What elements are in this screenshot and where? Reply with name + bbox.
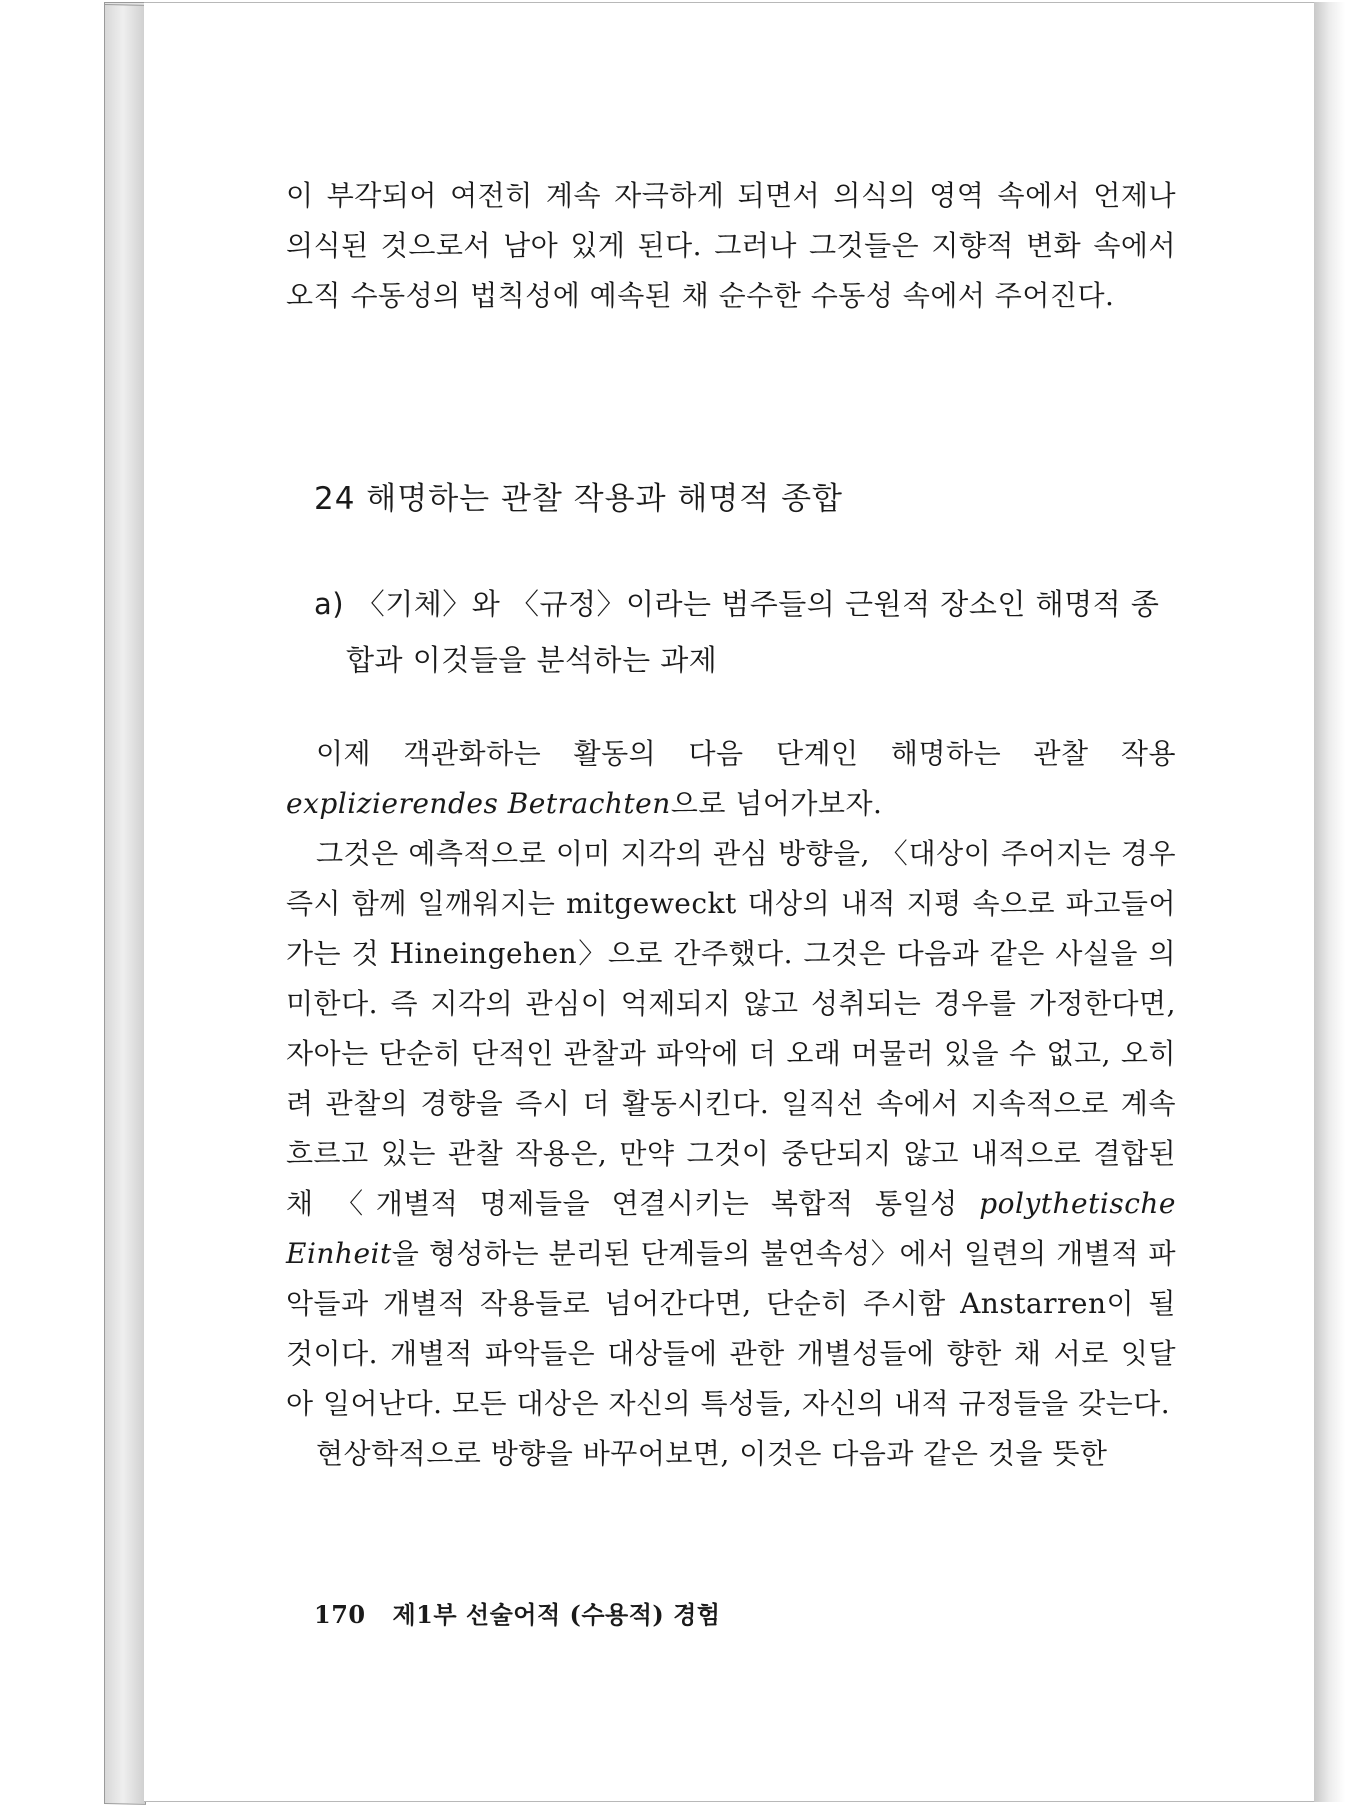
para1-text-start: 이제 객관화하는 활동의 다음 단계인 해명하는 관찰 작용 [316,737,1176,770]
para2-foreign-term: polythetische Einheit [286,1187,1176,1270]
body-paragraph-1 [286,729,1176,829]
book-page [144,2,1314,1802]
para2-text-start: 그것은 예측적으로 이미 지각의 관심 방향을, 〈대상이 주어지는 경우 즉시 함께 일깨워지는 mitgeweckt 대상의 내적 지평 속으로 파고들어가는 것 Hineingehen〉으로 간주했다. 그것은 다음과 같은 사실을 의미한다. 즉 지각의 관심이 억제되지 않고 성취되는 경우를 가정한다면, 자아는 단순히 단적인 관찰과 파악에 더 오래 머물러 있을 수 없고, 오히려 관찰의 경향을 즉시 더 활동시킨다. 일직선 속에서 지속적으로 계속 흐르고 있는 관찰 작용은, 만약 그것이 중단되지 않고 내적으로 결합된 채 〈개별적 명제들을 연결시키는 복합적 통일성 [286,837,1176,1220]
body-paragraph-3: 현상학적으로 방향을 바꾸어보면, 이것은 다음과 같은 것을 뜻한 [316,1437,1108,1470]
subsection-title-line1: 〈기체〉와 〈규정〉이라는 범주들의 근원적 장소인 해명적 종 [355,587,1160,621]
subsection-heading [314,576,1176,688]
body-paragraph-2 [286,829,1176,1429]
top-paragraph: 이 부각되어 여전히 계속 자극하게 되면서 의식의 영역 속에서 언제나 의식된 것으로서 남아 있게 된다. 그러나 그것들은 지향적 변화 속에서 오직 수동성의 법칙성에 예속된 채 순수한 수동성 속에서 주어진다. [286,179,1176,312]
body-text-block [286,729,1176,1479]
subsection-label: a) [314,587,345,621]
page-number: 170 [314,1600,366,1629]
book-spine-edge [104,4,146,1805]
top-paragraph-block [286,171,1176,321]
running-title: 제1부 선술어적 (수용적) 경험 [392,1600,721,1629]
subsection-title-line2: 합과 이것들을 분석하는 과제 [346,643,718,677]
page-edge-shadow [1314,2,1345,1802]
para1-foreign-term: explizierendes Betrachten [286,787,671,820]
page-footer [314,1595,720,1630]
para2-text-end: 을 형성하는 분리된 단계들의 불연속성〉에서 일련의 개별적 파악들과 개별적 작용들로 넘어간다면, 단순히 주시함 Anstarren이 될 것이다. 개별적 파악들은 대상들에 관한 개별성들에 향한 채 서로 잇달아 일어난다. 모든 대상은 자신의 특성들, 자신의 내적 규정들을 갖는다. [286,1237,1176,1420]
section-heading: 24 해명하는 관찰 작용과 해명적 종합 [314,481,843,517]
para1-text-end: 으로 넘어가보자. [670,787,883,820]
